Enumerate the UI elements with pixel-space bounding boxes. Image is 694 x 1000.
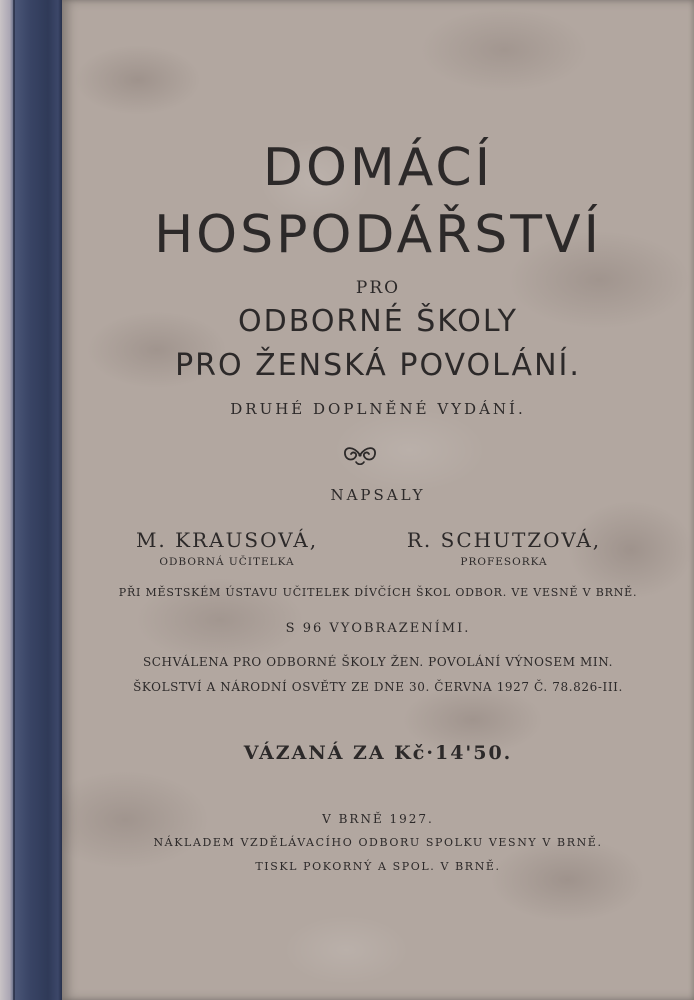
spine-seam: [13, 0, 15, 1000]
author-1-role: ODBORNÁ UČITELKA: [159, 556, 295, 568]
author-2-role: PROFESORKA: [460, 556, 548, 568]
subtitle-line-1: ODBORNÉ ŠKOLY: [238, 304, 518, 339]
cover-board: [62, 0, 694, 1000]
institution-line: PŘI MĚSTSKÉM ÚSTAVU UČITELEK DÍVČÍCH ŠKOL ODBOR. VE VESNĚ V BRNĚ.: [118, 586, 638, 599]
author-2-name: R. SCHUTZOVÁ,: [406, 528, 602, 552]
fleuron-ornament-icon: [340, 442, 380, 468]
subtitle-line-2: PRO ŽENSKÁ POVOLÁNÍ.: [175, 348, 581, 383]
publisher-line-1: NÁKLADEM VZDĚLÁVACÍHO ODBORU SPOLKU VESNY V BRNĚ.: [153, 836, 603, 849]
authored-by-label: NAPSALY: [330, 486, 426, 504]
author-1: [122, 528, 332, 568]
edition-label: DRUHÉ DOPLNĚNÉ VYDÁNÍ.: [230, 400, 526, 418]
title-line-1: DOMÁCÍ: [262, 138, 494, 198]
author-1-name: M. KRAUSOVÁ,: [135, 528, 319, 552]
pro-label: PRO: [355, 278, 401, 298]
approval-line-2: ŠKOLSTVÍ A NÁRODNÍ OSVĚTY ZE DNE 30. ČERVNA 1927 Č. 78.826-III.: [133, 680, 623, 694]
approval-line-1: SCHVÁLENA PRO ODBORNÉ ŠKOLY ŽEN. POVOLÁNÍ VÝNOSEM MIN.: [142, 655, 614, 669]
place-year: V BRNĚ 1927.: [322, 812, 434, 826]
book-spine: [0, 0, 62, 1000]
publisher-line-2: TISKL POKORNÝ A SPOL. V BRNĚ.: [255, 860, 501, 873]
illustrations-note: S 96 VYOBRAZENÍMI.: [285, 621, 471, 636]
authors-block: [62, 528, 694, 588]
price-label: VÁZANÁ ZA Kč·14'50.: [243, 742, 513, 764]
title-line-2: HOSPODÁŘSTVÍ: [154, 205, 602, 265]
author-2: [384, 528, 624, 568]
